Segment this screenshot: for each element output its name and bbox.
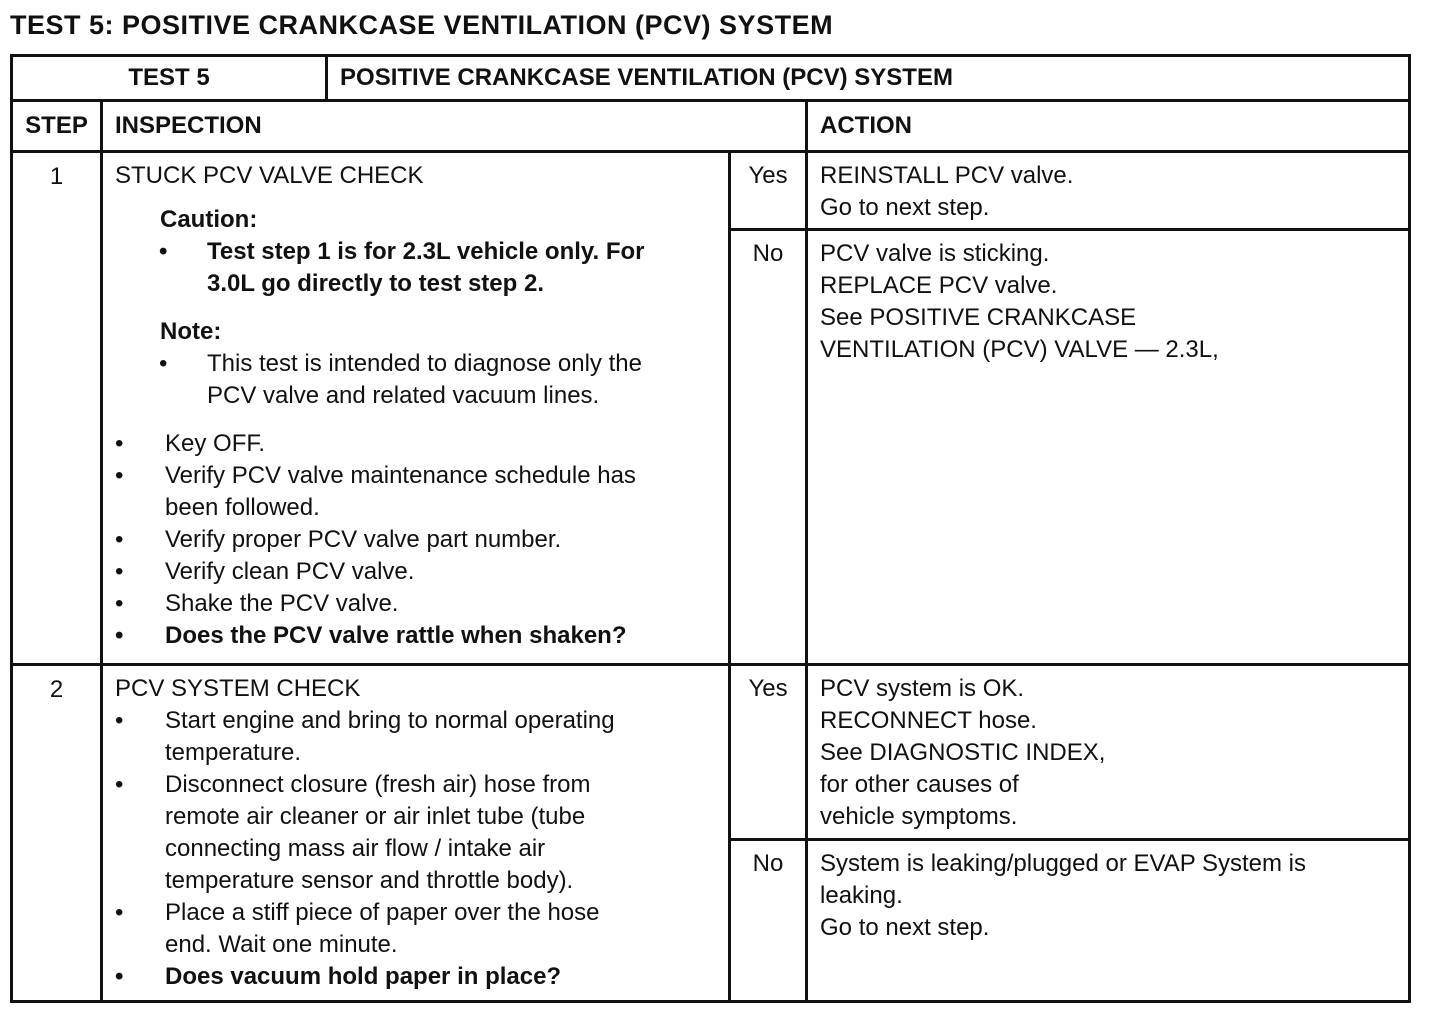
note-label: Note: [160,318,222,345]
step-1-yes-row [12,152,1410,230]
list-item: • Verify proper PCV valve part number. [115,524,716,556]
step-2-inspection [102,665,730,1002]
step-title: PCV SYSTEM CHECK [115,675,361,702]
column-header-step: STEP [12,101,102,152]
list-item: • Start engine and bring to normal operating temperature. [115,707,615,766]
procedure-list [115,705,716,993]
bullet-icon: • [115,771,124,798]
bullet-icon: • [115,430,124,457]
list-item: • Verify PCV valve maintenance schedule has been followed. [115,462,636,521]
bullet-icon: • [159,350,168,377]
list-item: • Does the PCV valve rattle when shaken? [115,620,716,652]
step-title: STUCK PCV VALVE CHECK [115,162,424,189]
list-item: • Disconnect closure (fresh air) hose from remote air cleaner or air inlet tube (tube connecting mass air flow / intake air temperature sensor and throttle body). [115,771,591,894]
list-item: • Verify clean PCV valve. [115,556,716,588]
bullet-icon: • [115,590,124,617]
action-yes: PCV system is OK. RECONNECT hose. See DIAGNOSTIC INDEX, for other causes of vehicle symptoms. [807,665,1410,840]
bullet-icon: • [159,238,168,265]
column-header-action: ACTION [807,101,1410,152]
answer-yes: Yes [730,152,807,230]
test-label: TEST 5 [12,56,327,101]
bullet-icon: • [115,526,124,553]
bullet-icon: • [115,558,124,585]
bullet-icon: • [115,622,124,649]
step-number: 2 [12,665,102,1002]
list-item: • Does vacuum hold paper in place? [115,961,716,993]
list-item: • Test step 1 is for 2.3L vehicle only. For 3.0L go directly to test step 2. [159,238,645,297]
step-1-inspection [102,152,730,665]
column-header-inspection: INSPECTION [102,101,807,152]
column-header-row [12,101,1410,152]
procedure-list [115,428,716,652]
action-no: PCV valve is sticking. REPLACE PCV valve. See POSITIVE CRANKCASE VENTILATION (PCV) VALVE — 2.3L, [807,230,1410,665]
list-item: • This test is intended to diagnose only the PCV valve and related vacuum lines. [159,350,642,409]
action-yes: REINSTALL PCV valve. Go to next step. [807,152,1410,230]
test-name: POSITIVE CRANKCASE VENTILATION (PCV) SYSTEM [327,56,1410,101]
step-number: 1 [12,152,102,665]
caution-list [115,236,716,300]
answer-no: No [730,840,807,1002]
caution-label: Caution: [160,206,258,233]
bullet-icon: • [115,899,124,926]
list-item: • Key OFF. [115,428,716,460]
bullet-icon: • [115,707,124,734]
answer-yes: Yes [730,665,807,840]
note-list [115,348,716,412]
action-no: System is leaking/plugged or EVAP System is leaking. Go to next step. [807,840,1410,1002]
list-item: • Place a stiff piece of paper over the hose end. Wait one minute. [115,899,600,958]
step-2-yes-row [12,665,1410,840]
page-title: TEST 5: POSITIVE CRANKCASE VENTILATION (PCV) SYSTEM [10,10,834,40]
bullet-icon: • [115,963,124,990]
diagnostic-table [10,54,1411,1003]
list-item: • Shake the PCV valve. [115,588,716,620]
table-header-row [12,56,1410,101]
bullet-icon: • [115,462,124,489]
answer-no: No [730,230,807,665]
